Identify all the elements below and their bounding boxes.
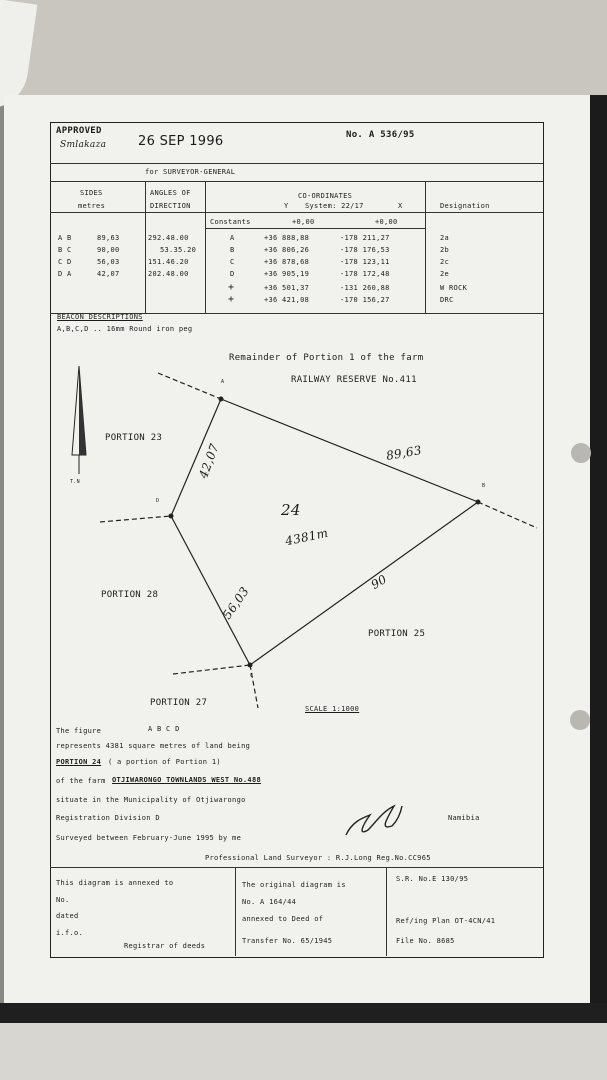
table-cell: -178 176,53 [340,246,390,254]
table-cell: 292.48.00 [148,234,189,242]
point-c-label: C [250,673,254,679]
extension-line [100,516,171,522]
col-x: X [398,202,403,210]
table-cell: +36 905,19 [264,270,310,278]
trig-marker-icon: + [228,294,235,305]
table-cell: 202.48.00 [148,270,189,278]
length-da: 42,07 [196,441,222,481]
beacon-b [476,500,481,505]
table-cell: 90,00 [97,246,120,254]
length-bc: 90 [368,571,390,593]
table-cell: 2b [440,246,450,254]
table-cell: 56,03 [97,258,120,266]
table-cell: -131 260,88 [340,284,390,292]
diagram-number: No. A 536/95 [346,130,415,140]
footer-original: The original diagram is [242,881,346,889]
table-cell: 2e [440,270,450,278]
desc-portion: PORTION 24 [56,758,102,766]
extension-line [250,665,258,708]
table-cell: +36 806,26 [264,246,310,254]
col-designation: Designation [440,202,490,210]
footer-ref-plan: Ref/ing Plan OT-4CN/41 [396,917,496,925]
scale-label: SCALE 1:1000 [305,705,360,713]
col-sides: SIDES [80,189,103,197]
footer-file-no: File No. 8685 [396,937,455,945]
table-cell: 53.35.20 [160,246,197,254]
footer-transfer: Transfer No. 65/1945 [242,937,333,945]
desc-farm-name: OTJIWARONGO TOWNLANDS WEST No.488 [112,776,261,784]
col-system: System: 22/17 [305,202,364,210]
portion-27-label: PORTION 27 [150,698,208,708]
table-cell: +36 501,37 [264,284,310,292]
table-cell: D A [58,270,72,278]
desc-surveyed: Surveyed between February-June 1995 by me [56,834,242,842]
table-cell: D [230,270,235,278]
table-cell: 2a [440,234,450,242]
portion-23-label: PORTION 23 [105,433,163,443]
extension-line [158,373,221,399]
extension-line [173,665,250,674]
point-d-label: D [156,498,160,504]
footer-divider [235,867,236,956]
col-coordinates: CO-ORDINATES [298,192,353,200]
table-cell: +36 888,88 [264,234,310,242]
col-metres: metres [78,202,106,210]
for-surveyor-general: for SURVEYOR-GENERAL [145,168,236,176]
table-cell: A B [58,234,72,242]
parcel-area: 4381m [284,525,330,549]
table-cell: 2c [440,258,450,266]
table-cell: C D [58,258,72,266]
length-cd: 56,03 [219,584,252,622]
desc-surveyor: Professional Land Surveyor : R.J.Long Reg.No.CC965 [205,854,431,862]
table-cell: C [230,258,235,266]
remainder-line-1: Remainder of Portion 1 of the farm [229,353,424,363]
parcel-number: 24 [281,501,301,519]
point-b-label: B [482,483,486,489]
length-ab: 89,63 [385,442,423,464]
footer-sr-no: S.R. No.E 130/95 [396,875,469,883]
table-cell: -178 123,11 [340,258,390,266]
desc-portion-note: ( a portion of Portion 1) [108,758,221,766]
desc-figure-points: A B C D [148,725,180,733]
portion-28-label: PORTION 28 [101,590,159,600]
beacon-c [248,663,253,668]
col-direction: DIRECTION [150,202,191,210]
table-cell: B C [58,246,72,254]
desc-farm-label: of the farm [56,777,106,785]
table-cell: -170 156,27 [340,296,390,304]
trig-marker-icon: + [228,282,235,293]
beacon-text: A,B,C,D .. 16mm Round iron peg [57,325,193,333]
footer-annexed: This diagram is annexed to [56,879,174,887]
table-cell: 151.46.20 [148,258,189,266]
footer-rule [50,867,543,868]
footer-original-no: No. A 164/44 [242,898,297,906]
footer-no: No. [56,896,70,904]
desc-namibia: Namibia [448,814,480,822]
table-cell: -178 172,48 [340,270,390,278]
approved-label: APPROVED [56,126,102,136]
table-cell: 42,07 [97,270,120,278]
desc-registration: Registration Division D [56,814,160,822]
footer-dated: dated [56,912,79,920]
beacon-a [219,397,224,402]
table-cell: DRC [440,296,454,304]
table-cell: +36 421,08 [264,296,310,304]
constant-y: +0,00 [292,218,315,226]
north-label: T.N [70,479,80,485]
beacon-d [169,514,174,519]
col-y: Y [284,202,289,210]
col-angles: ANGLES OF [150,189,191,197]
north-arrow-icon [72,366,86,474]
footer-ifo: i.f.o. [56,929,84,937]
desc-represents: represents 4381 square metres of land being [56,742,251,750]
desc-situate: situate in the Municipality of Otjiwarongo [56,796,246,804]
extension-line [478,502,537,528]
approval-date: 26 SEP 1996 [138,134,224,149]
footer-deed: annexed to Deed of [242,915,324,923]
footer-registrar: Registrar of deeds [124,942,206,950]
portion-25-label: PORTION 25 [368,629,426,639]
constants-label: Constants [210,218,251,226]
table-cell: -178 211,27 [340,234,390,242]
table-cell: +36 878,68 [264,258,310,266]
table-cell: A [230,234,235,242]
remainder-line-2: RAILWAY RESERVE No.411 [291,375,417,385]
footer-divider [386,867,387,956]
table-cell: 89,63 [97,234,120,242]
beacon-title: BEACON DESCRIPTIONS [57,313,143,321]
desc-figure: The figure [56,727,102,735]
constant-x: +0,00 [375,218,398,226]
table-cell: W ROCK [440,284,468,292]
table-cell: B [230,246,235,254]
approval-signature: Smlakaza [60,140,107,150]
point-a-label: A [221,379,225,385]
